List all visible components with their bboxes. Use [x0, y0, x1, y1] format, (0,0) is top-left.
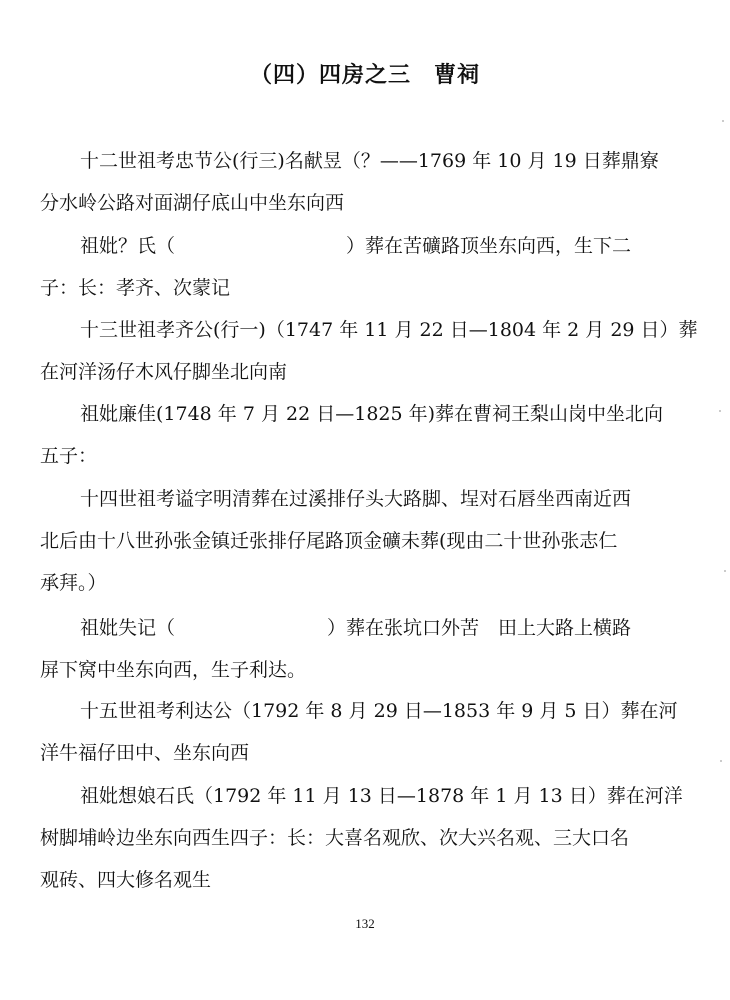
- text-line: 在河洋汤仔木风仔脚坐北向南: [40, 361, 288, 383]
- text-line: 五子：: [40, 445, 98, 467]
- paragraph-grandmother-13: [40, 393, 700, 477]
- paragraph-grandmother-15: [40, 775, 700, 901]
- text-line: 承拜。）: [40, 572, 107, 594]
- text-line: 十四世祖考谥字明清葬在过溪排仔头大路脚、埕对石唇坐西南近西: [80, 488, 632, 510]
- paragraph-ancestor-14: [40, 478, 700, 604]
- scan-speck: [719, 410, 721, 412]
- text-line: 祖妣廉佳(1748 年 7 月 22 日—1825 年)葬在曹祠王梨山岗中坐北向: [80, 403, 664, 425]
- paragraph-ancestor-12: [40, 140, 700, 224]
- scan-speck: [720, 760, 722, 762]
- text-line: 十二世祖考忠节公(行三)名献昱（？——1769 年 10 月 19 日葬鼎寮: [80, 150, 659, 172]
- text-line: 洋牛福仔田中、坐东向西: [40, 742, 250, 764]
- text-line: 树脚埔岭边坐东向西生四子：长：大喜名观欣、次大兴名观、三大口名: [40, 827, 630, 849]
- text-line: 祖妣？氏（ ）葬在苦礦路顶坐东向西，生下二: [80, 235, 632, 257]
- text-line: 北后由十八世孙张金镇迁张排仔尾路顶金礦未葬(现由二十世孙张志仁: [40, 530, 618, 552]
- scan-speck: [724, 570, 726, 572]
- text-line: 子：长：孝齐、次蒙记: [40, 277, 231, 299]
- text-line: 观砖、四大修名观生: [40, 869, 212, 891]
- scan-edge-marks: [712, 0, 730, 1000]
- scan-speck: [722, 120, 724, 122]
- text-line: 祖妣想娘石氏（1792 年 11 月 13 日—1878 年 1 月 13 日）葬在河洋: [80, 785, 683, 807]
- paragraph-grandmother-14: [40, 607, 700, 691]
- text-line: 分水岭公路对面湖仔底山中坐东向西: [40, 192, 345, 214]
- page-number: 132: [355, 916, 375, 931]
- text-line: 十五世祖考利达公（1792 年 8 月 29 日—1853 年 9 月 5 日）葬在河: [80, 700, 678, 722]
- paragraph-ancestor-15: [40, 690, 700, 774]
- paragraph-ancestor-13: [40, 309, 700, 393]
- section-title: （四）四房之三 曹祠: [249, 63, 480, 88]
- text-line: 祖妣失记（ ）葬在张坑口外苦 田上大路上横路: [80, 617, 632, 639]
- text-line: 屏下窝中坐东向西，生子利达。: [40, 659, 307, 681]
- text-line: 十三世祖孝齐公(行一)（1747 年 11 月 22 日—1804 年 2 月 29 日）葬: [80, 319, 698, 341]
- paragraph-grandmother-12: [40, 225, 700, 309]
